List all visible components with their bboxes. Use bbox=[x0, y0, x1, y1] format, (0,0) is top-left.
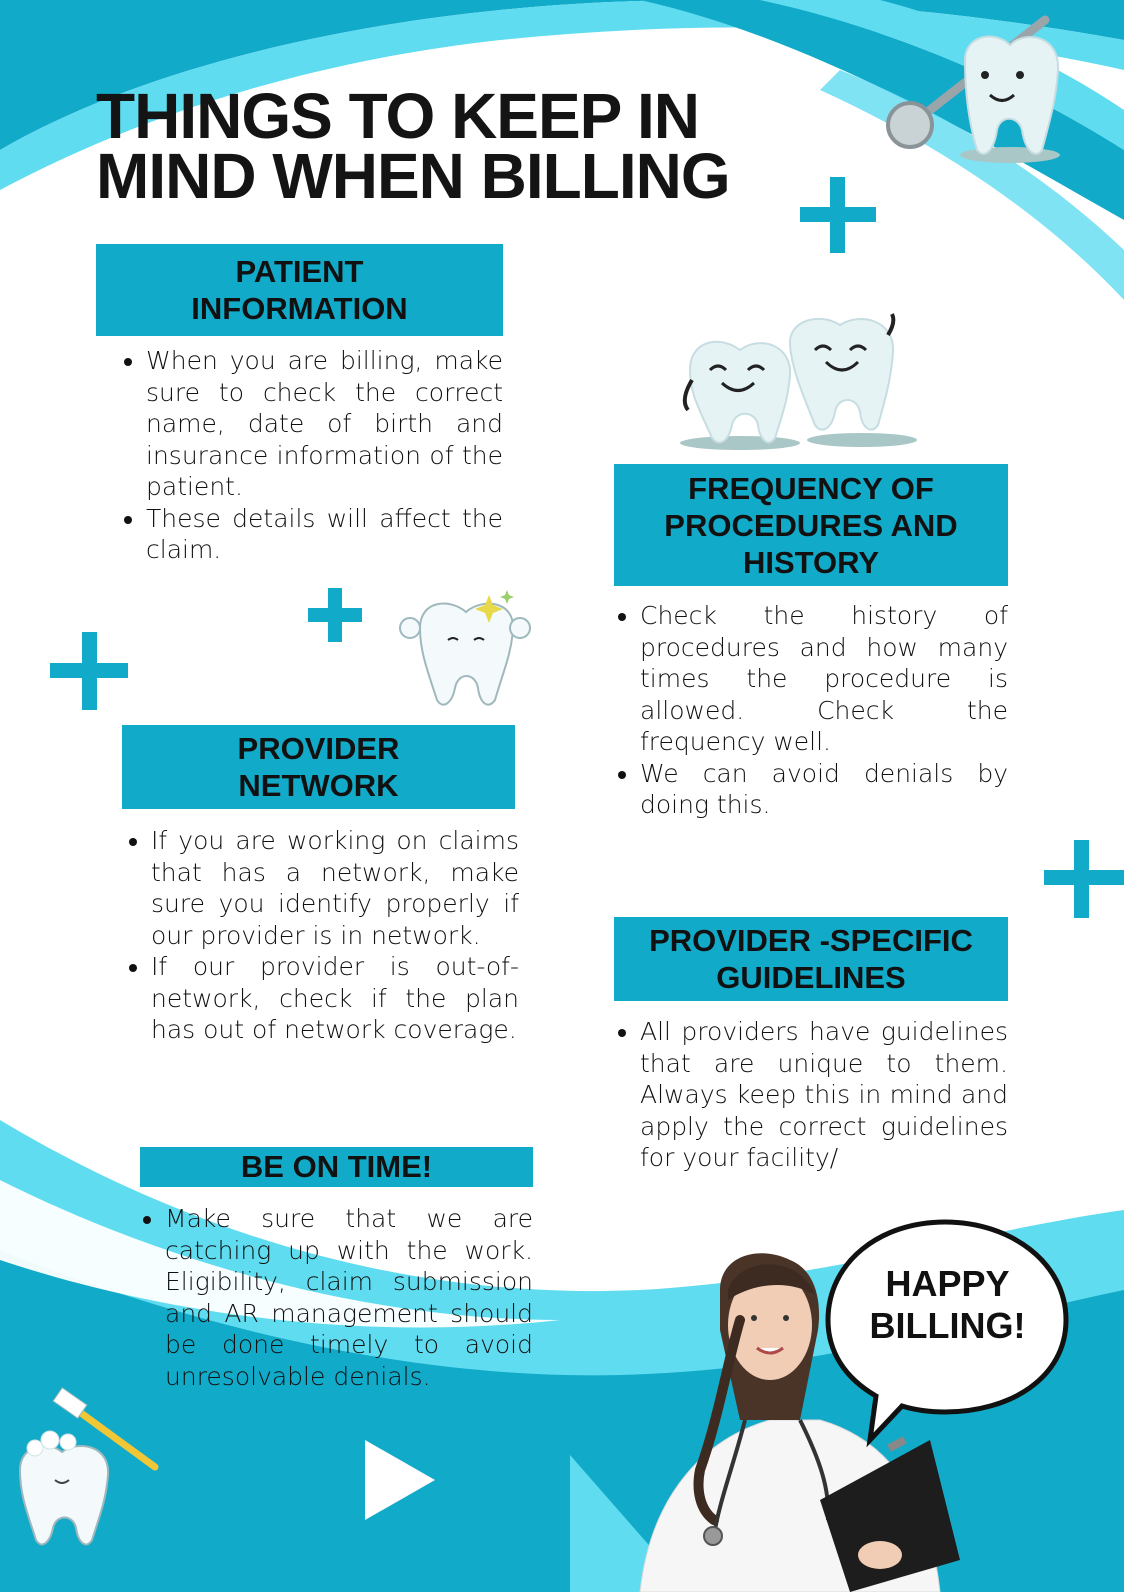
page-title-line: MIND WHEN BILLING bbox=[96, 140, 730, 212]
plus-icon bbox=[308, 588, 362, 642]
list-item: • When you are billing, make sure to check the correct name, date of birth and insurance information of the patient. bbox=[146, 345, 503, 503]
provider-network-heading bbox=[122, 725, 515, 809]
heading-line: GUIDELINES bbox=[716, 960, 906, 995]
strong-tooth-icon bbox=[400, 590, 530, 705]
speech-bubble-line: HAPPY bbox=[885, 1263, 1010, 1304]
provider-network-list bbox=[123, 825, 519, 1046]
frequency-heading bbox=[614, 464, 1008, 586]
heading-line: BE ON TIME! bbox=[240, 1149, 433, 1184]
provider-guidelines-heading bbox=[614, 917, 1008, 1001]
two-teeth-icon bbox=[680, 314, 917, 450]
plus-icon bbox=[50, 632, 128, 710]
list-item: • Check the history of procedures and how many times the procedure is allowed. Check the frequency well. bbox=[640, 600, 1008, 758]
list-item: • Make sure that we are catching up with the work. Eligibility, claim submission and AR management should be done timely to avoid unresolvable denials. bbox=[165, 1203, 533, 1392]
patient-information-heading bbox=[96, 244, 503, 336]
list-item: • These details will affect the claim. bbox=[146, 503, 503, 566]
heading-line: FREQUENCY OF bbox=[688, 470, 934, 506]
frequency-list bbox=[612, 600, 1008, 821]
heading-line: NETWORK bbox=[238, 768, 399, 803]
provider-guidelines-list bbox=[612, 1016, 1008, 1174]
heading-line: PATIENT bbox=[235, 254, 364, 289]
speech-bubble-text bbox=[850, 1263, 1045, 1347]
heading-line: PROVIDER bbox=[237, 731, 400, 766]
patient-information-list bbox=[118, 345, 503, 566]
list-item: • We can avoid denials by doing this. bbox=[640, 758, 1008, 821]
speech-bubble-line: BILLING! bbox=[869, 1305, 1026, 1346]
list-item: • If our provider is out-of-network, check if the plan has out of network coverage. bbox=[151, 951, 519, 1046]
heading-line: PROCEDURES AND bbox=[664, 507, 958, 543]
be-on-time-heading bbox=[140, 1147, 533, 1187]
heading-line: HISTORY bbox=[742, 544, 880, 580]
plus-icon bbox=[1044, 840, 1124, 918]
page-title-line: THINGS TO KEEP IN bbox=[96, 80, 699, 152]
be-on-time-list bbox=[137, 1203, 533, 1392]
list-item: • All providers have guidelines that are unique to them. Always keep this in mind and apply the correct guidelines for your facility/ bbox=[640, 1016, 1008, 1174]
heading-line: INFORMATION bbox=[191, 291, 408, 326]
page-title bbox=[96, 80, 796, 212]
heading-line: PROVIDER -SPECIFIC bbox=[649, 923, 973, 958]
list-item: • If you are working on claims that has a network, make sure you identify properly if our provider is in network. bbox=[151, 825, 519, 951]
plus-icon bbox=[800, 177, 876, 253]
